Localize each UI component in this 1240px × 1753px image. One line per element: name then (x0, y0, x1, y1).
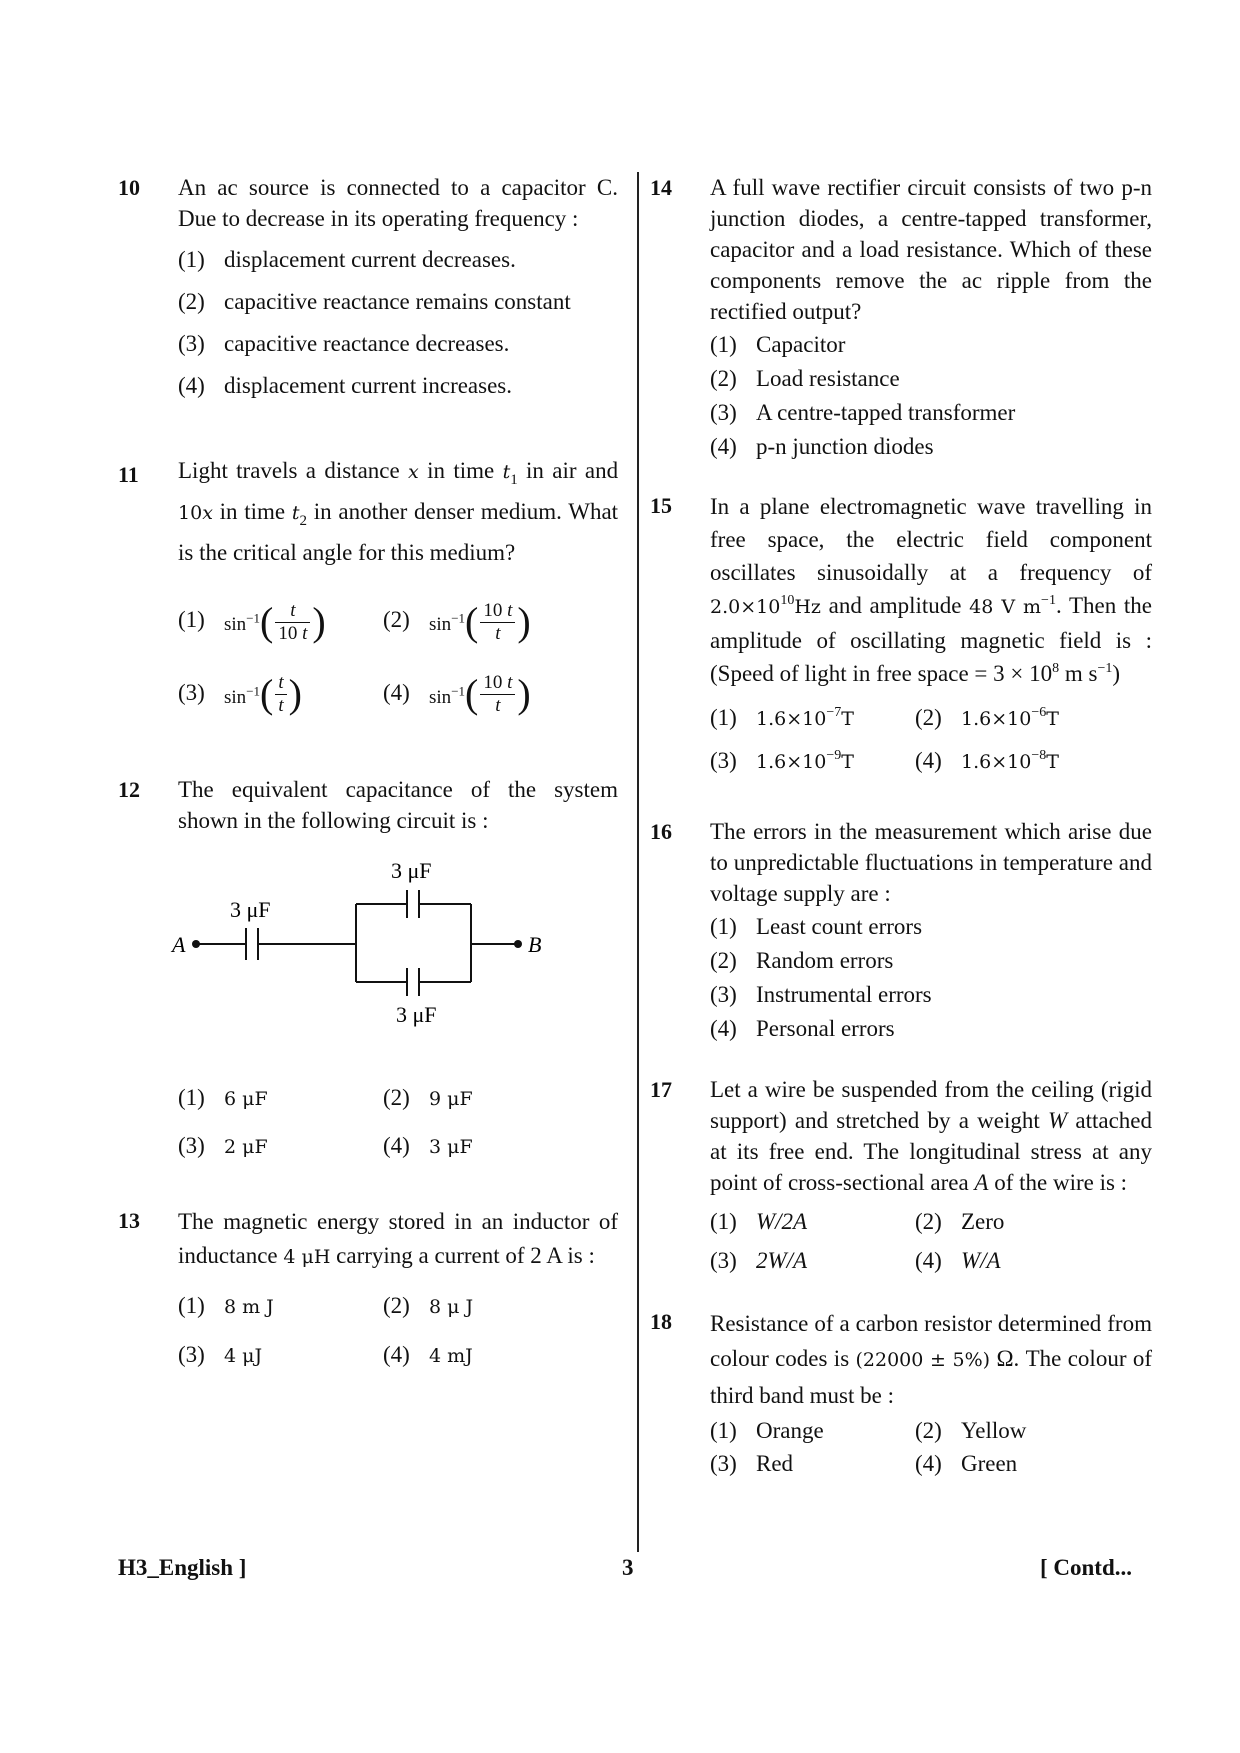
option-3: (3) $\sin^{-1}$( $\frac{t}{t}$ ) (178, 671, 302, 717)
option-3: (3) 2 μF (178, 1132, 268, 1158)
option-1: (1) $\sin^{-1}$( $\frac{t}{10 t}$ ) (178, 599, 326, 645)
option-2: (2) 8 μ J (383, 1292, 474, 1318)
question-18 (650, 1306, 1152, 1479)
node-b-dot (514, 940, 522, 948)
option-3: (3) 4 μJ (178, 1341, 263, 1367)
option-2: (2) 9 μF (383, 1084, 473, 1110)
option-4: (4) $1.6\times 10^{-8}T$ (915, 748, 1059, 773)
question-number: 16 (650, 819, 672, 844)
option-4: (4) p-n junction diodes (710, 434, 934, 459)
option-3: (3) Red (710, 1451, 794, 1476)
question-stem: The equivalent capacitance of the system shown in the following circuit is : (178, 776, 618, 833)
node-a-dot (192, 940, 200, 948)
option-1: (1) Least count errors (710, 914, 923, 939)
question-11 (118, 451, 618, 722)
option-2: (2) $1.6\times 10^{-6}T$ (915, 705, 1059, 730)
option-4: (4) 4 mJ (383, 1341, 473, 1367)
footer-left-label: H3_English ] (118, 1555, 247, 1580)
footer-right-label: [ Contd... (1040, 1555, 1133, 1580)
question-number: 18 (650, 1309, 672, 1334)
option-4: (4) Green (915, 1451, 1018, 1476)
question-number: 14 (650, 175, 672, 200)
bottom-capacitor-label: 3 μF (396, 1001, 437, 1027)
option-1: (1) displacement current decreases. (178, 247, 516, 272)
node-b-label: B (528, 931, 542, 957)
left-capacitor-label: 3 μF (230, 896, 271, 922)
node-a-label: A (172, 931, 186, 957)
option-4: (4) Personal errors (710, 1016, 895, 1041)
option-1: (1) $1.6\times 10^{-7}T$ (710, 705, 854, 730)
option-3: (3) capacitive reactance decreases. (178, 331, 510, 356)
question-number: 13 (118, 1207, 140, 1233)
question-15 (650, 490, 1152, 778)
question-16 (650, 816, 1152, 1044)
capacitor-circuit-diagram (168, 856, 608, 1056)
question-17 (650, 1074, 1152, 1276)
option-1: (1) Orange (710, 1418, 824, 1443)
question-number: 12 (118, 776, 140, 802)
option-2: (2) Random errors (710, 948, 894, 973)
question-stem: An ac source is connected to a capacitor C. Due to decrease in its operating frequency : (178, 175, 618, 231)
option-3: (3) 2W/A (710, 1248, 808, 1273)
question-stem: A full wave rectifier circuit consists of two p-n junction diodes, a centre-tapped transformer, capacitor and a load resistance. Which of these components remove the ac ripple from the rectified output? (710, 175, 1152, 324)
option-3: (3) $1.6\times 10^{-9}T$ (710, 748, 854, 773)
option-1: (1) Capacitor (710, 332, 846, 357)
question-number: 17 (650, 1077, 672, 1102)
option-4: (4) W/A (915, 1248, 1001, 1273)
question-stem: Light travels a distance x in time $t_1$ in air and 10x in time $t_2$ in another denser medium. What is the critical angle for this medium? (178, 458, 619, 565)
option-3: (3) Instrumental errors (710, 982, 932, 1007)
question-number: 10 (118, 175, 140, 200)
question-10 (118, 172, 618, 401)
question-12 (118, 774, 618, 1163)
option-4: (4) 3 μF (383, 1132, 473, 1158)
question-14 (650, 172, 1152, 462)
question-stem: The magnetic energy stored in an inductor of inductance 4 μH carrying a current of 2 A is : (178, 1208, 618, 1268)
option-2: (2) Yellow (915, 1418, 1027, 1443)
question-stem: In a plane electromagnetic wave travelling in free space, the electric field component oscillates sinusoidally at a frequency of $2.0\times 10^{10}Hz$ and amplitude 48 V $m^{-1}$. Then the amplitude of oscillating magnetic field is : (Speed of light in free space = $3 \times 10^8$ m $s^{-1}$) (710, 494, 1153, 686)
question-stem: Let a wire be suspended from the ceiling (rigid support) and stretched by a weight W attached at its free end. The longitudinal stress at any point of cross-sectional area A of the wire is : (710, 1077, 1152, 1195)
question-number: 11 (118, 462, 139, 487)
question-13 (118, 1205, 618, 1372)
option-1: (1) 6 μF (178, 1084, 268, 1110)
question-stem: The errors in the measurement which arise due to unpredictable fluctuations in temperature and voltage supply are : (710, 819, 1152, 906)
option-2: (2) Zero (915, 1209, 1005, 1234)
option-2: (2) $\sin^{-1}$( $\frac{10 t}{t}$ ) (383, 599, 531, 645)
option-3: (3) A centre-tapped transformer (710, 400, 1016, 425)
option-2: (2) capacitive reactance remains constant (178, 289, 571, 314)
option-1: (1) 8 m J (178, 1292, 274, 1318)
top-capacitor-label: 3 μF (391, 857, 432, 883)
question-stem: Resistance of a carbon resistor determined from colour codes is (22000 ± 5%) Ω. The colour of third band must be : (710, 1311, 1152, 1408)
option-1: (1) W/2A (710, 1209, 808, 1234)
question-number: 15 (650, 493, 672, 518)
column-divider (637, 172, 639, 1552)
option-2: (2) Load resistance (710, 366, 900, 391)
page-number: 3 (622, 1555, 634, 1580)
right-column (650, 172, 1152, 1479)
left-column (118, 172, 618, 1372)
option-4: (4) $\sin^{-1}$( $\frac{10 t}{t}$ ) (383, 671, 531, 717)
option-4: (4) displacement current increases. (178, 373, 513, 398)
